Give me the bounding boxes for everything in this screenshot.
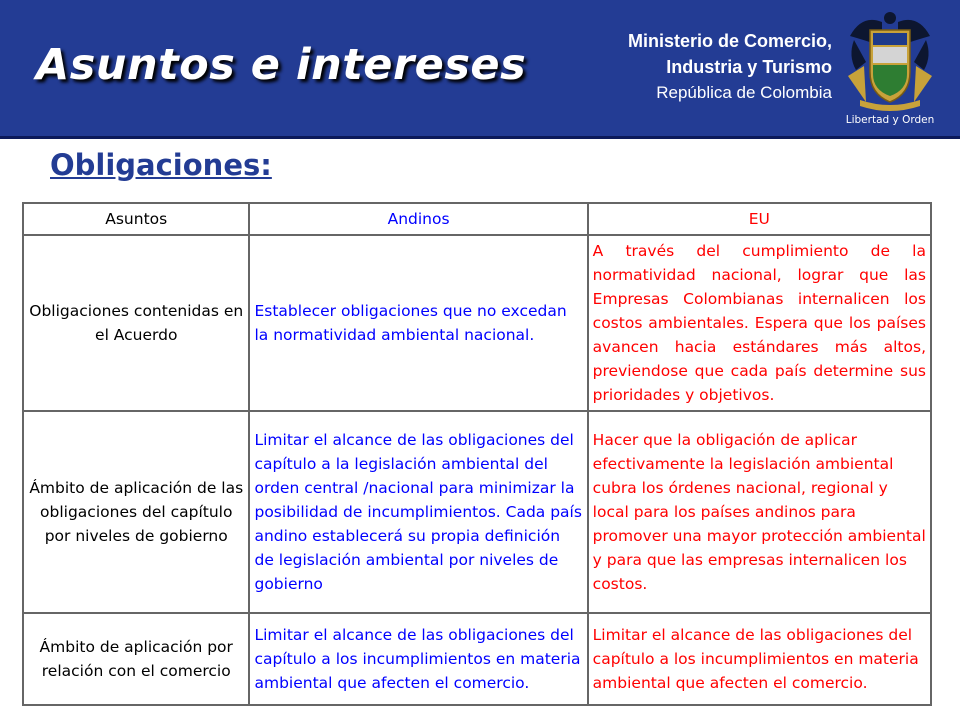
coat-of-arms-icon bbox=[842, 6, 938, 128]
table-row bbox=[23, 235, 931, 411]
ministry-name-line2: Industria y Turismo bbox=[666, 57, 832, 77]
table-row bbox=[23, 411, 931, 613]
column-header-andinos: Andinos bbox=[249, 203, 587, 235]
column-header-eu: EU bbox=[588, 203, 931, 235]
andinos-cell: Limitar el alcance de las obligaciones del capítulo a la legislación ambiental del orden central /nacional para minimizar la posibilidad de incumplimientos. Cada país andino establecerá su propia definición de legislación ambiental por niveles de gobierno bbox=[249, 411, 587, 613]
table-row bbox=[23, 613, 931, 705]
andinos-cell: Limitar el alcance de las obligaciones del capítulo a los incumplimientos en materia ambiental que afecten el comercio. bbox=[249, 613, 587, 705]
eu-cell: Limitar el alcance de las obligaciones del capítulo a los incumplimientos en materia ambiental que afecten el comercio. bbox=[588, 613, 931, 705]
seal-motto: Libertad y Orden bbox=[845, 114, 935, 126]
column-header-asuntos: Asuntos bbox=[23, 203, 249, 235]
eu-cell: Hacer que la obligación de aplicar efectivamente la legislación ambiental cubra los órdenes nacional, regional y local para los países andinos para promover una mayor protección ambiental y para que las empresas internalicen los costos. bbox=[588, 411, 931, 613]
table-header-row bbox=[23, 203, 931, 235]
eu-cell: A través del cumplimiento de la normatividad nacional, lograr que las Empresas Colombianas internalicen los costos ambientales. Espera que los países avancen hacia estándares más altos, previendose que cada país determine sus prioridades y objetivos. bbox=[588, 235, 931, 411]
page-title: Asuntos e intereses bbox=[36, 40, 527, 90]
andinos-cell: Establecer obligaciones que no excedan la normatividad ambiental nacional. bbox=[249, 235, 587, 411]
country-name: República de Colombia bbox=[656, 83, 832, 102]
header-divider bbox=[0, 136, 960, 139]
ministry-block bbox=[628, 28, 832, 106]
ministry-name-line1: Ministerio de Comercio, bbox=[627, 31, 832, 51]
section-subtitle: Obligaciones: bbox=[50, 148, 272, 182]
obligations-table bbox=[22, 202, 932, 706]
asunto-cell: Ámbito de aplicación de las obligaciones del capítulo por niveles de gobierno bbox=[23, 411, 249, 613]
asunto-cell: Obligaciones contenidas en el Acuerdo bbox=[23, 235, 249, 411]
asunto-cell: Ámbito de aplicación por relación con el comercio bbox=[23, 613, 249, 705]
